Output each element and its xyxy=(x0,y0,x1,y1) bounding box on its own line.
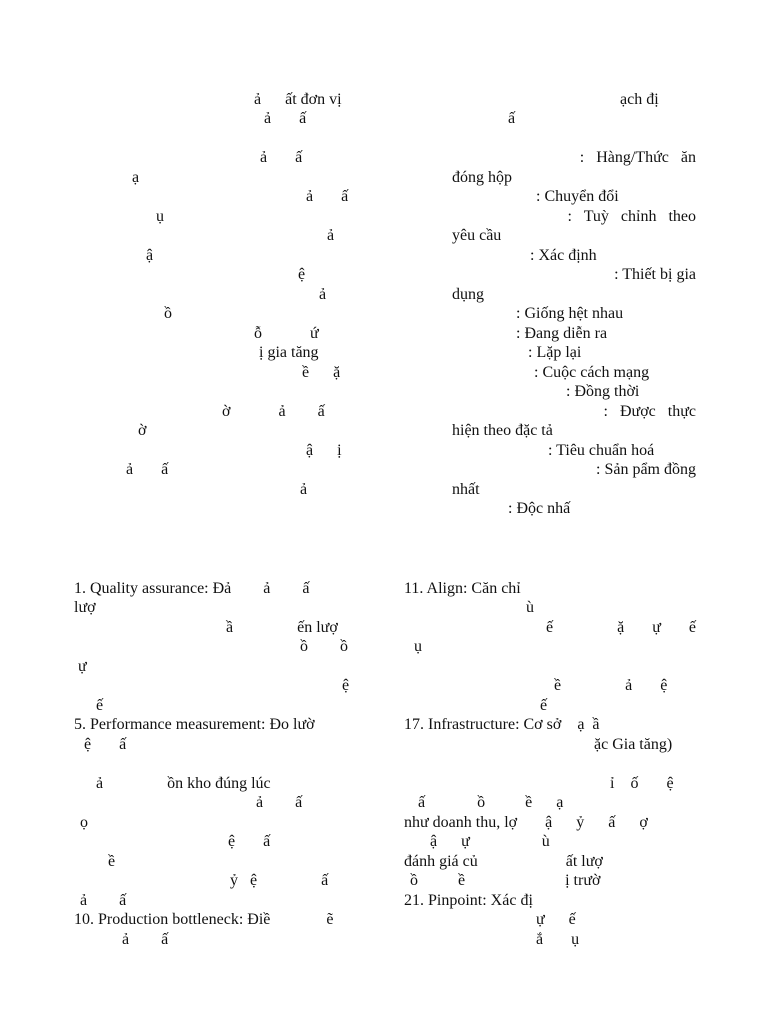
text-line: ệ ấ xyxy=(228,833,271,850)
text-line: đánh giá củ ất lượ xyxy=(404,853,603,870)
text-line: : Độc nhấ xyxy=(508,500,571,517)
text-line: ồ ồ xyxy=(300,638,348,655)
text-line: ả xyxy=(300,481,308,498)
text-line: ả ấ xyxy=(260,149,303,166)
text-line: ạ xyxy=(132,169,140,186)
glossary-entry: 1. Quality assurance: Đả ả ấ xyxy=(74,580,310,597)
text-line: ờ ả ấ xyxy=(222,403,325,420)
text-line: : Xác định xyxy=(530,247,597,264)
text-line: ả ấ xyxy=(306,188,349,205)
text-line: ế ặ ự ế xyxy=(546,619,696,636)
text-line: ụ xyxy=(414,638,422,655)
text-line: ả ấ xyxy=(80,892,127,909)
text-line: : Lặp lại xyxy=(528,344,582,361)
text-line: ị gia tăng xyxy=(259,344,319,361)
text-line: ỗ ứ xyxy=(254,325,319,342)
text-line: ế xyxy=(540,697,548,714)
text-line: : Đang diễn ra xyxy=(516,325,608,342)
text-line: : Đồng thời xyxy=(566,383,640,400)
text-line: ệ xyxy=(298,266,306,283)
text-line: ặc Gia tăng) xyxy=(594,736,673,753)
top-left-column xyxy=(72,90,372,510)
top-right-column xyxy=(452,90,696,520)
text-line: ạch đị xyxy=(620,91,659,108)
text-line: ậ ị xyxy=(306,442,342,459)
text-line: yêu cầu xyxy=(452,227,502,244)
text-line: : Chuyển đổi xyxy=(536,188,619,205)
text-line: : Tiêu chuẩn hoá xyxy=(548,442,655,459)
text-line: : Sản pẩm đồng xyxy=(596,461,696,478)
text-line: ả xyxy=(319,286,327,303)
text-line: ù xyxy=(526,599,534,616)
text-line: ậ xyxy=(146,247,154,264)
text-line: ề xyxy=(108,853,116,870)
text-line: : Cuộc cách mạng xyxy=(534,364,650,381)
text-line: ồ ề ị trườ xyxy=(410,872,601,889)
bottom-left-column xyxy=(74,579,374,951)
glossary-entry: 17. Infrastructure: Cơ sở ạ ầ xyxy=(404,716,600,733)
text-line: ấ xyxy=(508,110,516,127)
text-line: ệ xyxy=(342,677,350,694)
text-line: ề ặ xyxy=(302,364,341,381)
text-line: ả ất đơn vị xyxy=(254,91,342,108)
text-line: ụ xyxy=(156,208,164,225)
text-line: : Tuỳ chỉnh theo xyxy=(567,208,696,225)
glossary-entry: 10. Production bottleneck: Điề ẽ xyxy=(74,911,334,928)
text-line: ự ế xyxy=(536,911,576,928)
text-line: ờ xyxy=(138,422,147,439)
text-line: ỷ ệ ấ xyxy=(230,872,329,889)
text-line: : Giống hệt nhau xyxy=(516,305,624,322)
glossary-entry: 21. Pinpoint: Xác đị xyxy=(404,892,533,909)
text-line: ệ ấ xyxy=(84,736,127,753)
text-line: nhất xyxy=(452,481,480,498)
text-line: lượ xyxy=(74,599,96,616)
text-line: ả xyxy=(327,227,335,244)
text-line: : Thiết bị gia xyxy=(614,266,696,283)
text-line: ầ ến lượ xyxy=(226,619,338,636)
text-line: ậ ự ù xyxy=(430,833,550,850)
text-line: ả ấ xyxy=(122,931,169,948)
text-line: ắ ụ xyxy=(536,931,580,948)
text-line: ỉ ố ệ xyxy=(610,775,674,792)
text-line: ả ấ xyxy=(126,461,169,478)
text-line: ả ồn kho đúng lúc xyxy=(96,775,271,792)
text-line: ả ấ xyxy=(264,110,307,127)
text-line: ự xyxy=(78,658,87,675)
text-line: như doanh thu, lợ ậ ỷ ấ ợ xyxy=(404,814,648,831)
text-line: dụng xyxy=(452,286,484,303)
text-line: ấ ồ ề ạ xyxy=(418,794,564,811)
bottom-right-column xyxy=(404,579,704,951)
text-line: : Được thực xyxy=(603,403,696,420)
text-line: ồ xyxy=(164,305,172,322)
text-line: hiện theo đặc tả xyxy=(452,422,553,439)
glossary-entry: 11. Align: Căn chỉ xyxy=(404,580,521,597)
text-line: : Hàng/Thức ăn xyxy=(579,149,696,166)
text-line: ế xyxy=(96,697,104,714)
text-line: ề ả ệ xyxy=(554,677,668,694)
text-line: đóng hộp xyxy=(452,169,512,186)
text-line: ọ xyxy=(80,814,88,831)
glossary-entry: 5. Performance measurement: Đo lườ xyxy=(74,716,315,733)
text-line: ả ấ xyxy=(256,794,303,811)
